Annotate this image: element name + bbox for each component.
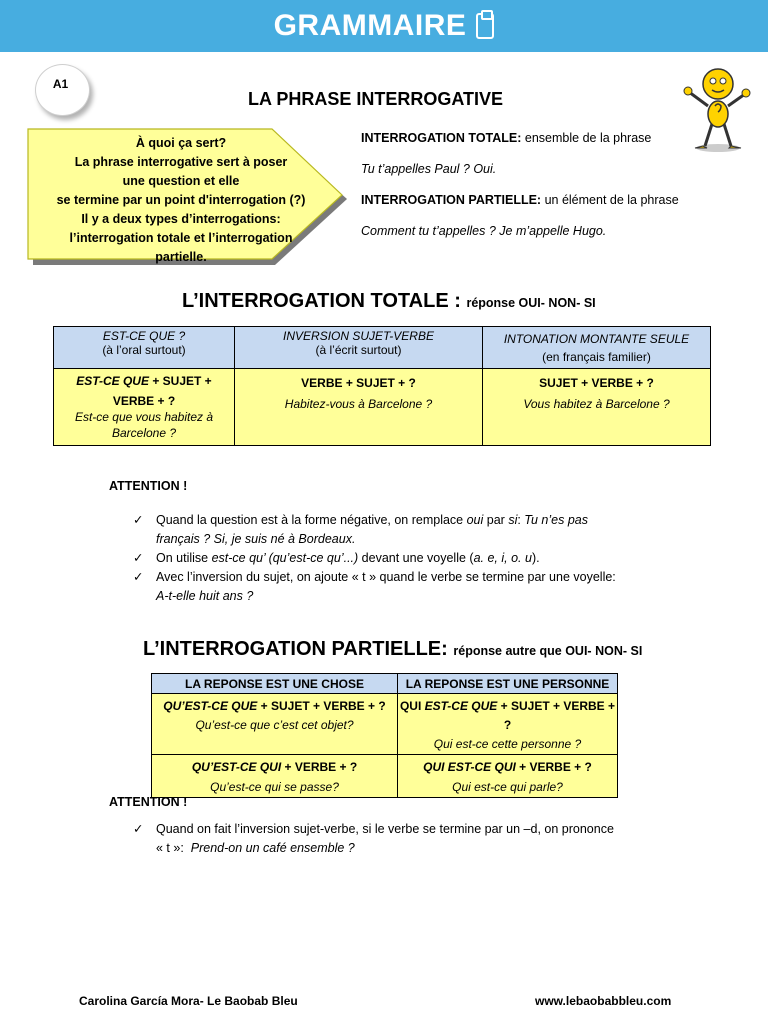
- rule-part: + VERBE + ?: [281, 760, 358, 774]
- totale-cell: [54, 369, 235, 446]
- rule-part: QUI EST-CE QUI: [423, 760, 516, 774]
- header-sub: (à l’oral surtout): [102, 343, 186, 357]
- text-part: On utilise: [156, 551, 212, 565]
- text-part: A-t-elle huit ans ?: [156, 589, 254, 603]
- text-part: français ? Si, je suis né à Bordeaux.: [156, 532, 356, 546]
- check-icon: ✓: [133, 513, 144, 527]
- text-part: par: [483, 513, 509, 527]
- header-sub: (à l’écrit surtout): [315, 343, 402, 357]
- def-partielle: [361, 193, 679, 207]
- header-main: INVERSION SUJET-VERBE: [283, 329, 434, 343]
- totale-header: [483, 327, 711, 369]
- level-label: A1: [52, 77, 69, 91]
- intro-line: La phrase interrogative sert à poser: [74, 155, 288, 169]
- text-part: Quand la question est à la forme négative, on remplace: [156, 513, 467, 527]
- intro-line: se termine par un point d'interrogation (?): [56, 193, 306, 207]
- list-item: [133, 820, 614, 858]
- partielle-cell: [152, 755, 398, 798]
- attention-title-2: ATTENTION !: [109, 795, 188, 809]
- attention-list-1: [133, 511, 616, 606]
- partielle-cell: [398, 755, 618, 798]
- text-part: Prend-on un café ensemble ?: [190, 841, 355, 855]
- footer-author: Carolina García Mora- Le Baobab Bleu: [79, 994, 298, 1008]
- def-partielle-label: INTERROGATION PARTIELLE:: [361, 193, 542, 207]
- example-text: Habitez-vous à Barcelone ?: [284, 397, 433, 411]
- partielle-table: [151, 673, 618, 798]
- text-part: a. e, i, o. u: [473, 551, 532, 565]
- def-partielle-example-text: Comment tu t’appelles ? Je m’appelle Hugo.: [361, 224, 607, 238]
- text-part: est-ce qu’ (qu’est-ce qu’...): [211, 551, 359, 565]
- example-text: Qui est-ce qui parle?: [452, 780, 563, 794]
- intro-line: À quoi ça sert?: [135, 136, 227, 150]
- def-totale-text: ensemble de la phrase: [521, 131, 652, 145]
- rule-line: [152, 697, 397, 716]
- list-item: [133, 511, 616, 549]
- intro-line: partielle.: [155, 250, 207, 264]
- header-main: EST-CE QUE ?: [102, 329, 186, 343]
- rule-line: VERBE + ?: [112, 394, 176, 408]
- partielle-cell: [152, 694, 398, 755]
- intro-arrow-box: [26, 127, 350, 267]
- header-banner: [0, 0, 768, 52]
- rule-line: SUJET + VERBE + ?: [539, 376, 654, 390]
- def-totale-label: INTERROGATION TOTALE:: [361, 131, 522, 145]
- footer-website[interactable]: www.lebaobabbleu.com: [535, 994, 672, 1008]
- rule-line: [152, 757, 397, 777]
- page-title: LA PHRASE INTERROGATIVE: [248, 89, 504, 109]
- text-part: Quand on fait l’inversion sujet-verbe, si le verbe se termine par un –d, on prononce: [156, 822, 614, 836]
- rule-part: QU’EST-CE QUI: [191, 760, 282, 774]
- mascot-illustration: [683, 62, 753, 154]
- partielle-subtitle: réponse autre que OUI- NON- SI: [453, 644, 643, 658]
- attention-list-2: [133, 820, 614, 858]
- example-text: Qu’est-ce qui se passe?: [210, 780, 339, 794]
- example-text: Vous habitez à Barcelone ?: [523, 397, 670, 411]
- text-part: Avec l’inversion du sujet, on ajoute « t » quand le verbe se termine par une voyelle:: [156, 570, 616, 584]
- totale-subtitle: réponse OUI- NON- SI: [466, 296, 596, 310]
- example-text: Qui est-ce cette personne ?: [433, 737, 582, 751]
- list-item: [133, 549, 616, 568]
- section-title-partielle: [143, 638, 642, 661]
- totale-header: [235, 327, 483, 369]
- attention-title-1: ATTENTION !: [109, 479, 188, 493]
- totale-cell: [483, 369, 711, 446]
- def-totale-example: [361, 162, 496, 176]
- list-item: [133, 568, 616, 606]
- partielle-header: LA REPONSE EST UNE PERSONNE: [398, 674, 618, 694]
- def-totale-example-text: Tu t’appelles Paul ? Oui.: [361, 162, 497, 176]
- text-part: ).: [531, 551, 540, 565]
- totale-title: L’INTERROGATION TOTALE :: [182, 290, 461, 312]
- text-part: oui: [466, 513, 484, 527]
- totale-table: [53, 326, 711, 446]
- header-sub: (en français familier): [542, 350, 651, 364]
- text-part: devant une voyelle (: [358, 551, 474, 565]
- rule-part: + SUJET + VERBE + ?: [257, 699, 386, 713]
- rule-part: + SUJET + VERBE + ?: [497, 699, 616, 732]
- rule-part: QU’EST-CE QUE: [163, 699, 258, 713]
- partielle-title: L’INTERROGATION PARTIELLE:: [143, 638, 448, 660]
- banner-title: GRAMMAIRE: [273, 9, 467, 42]
- totale-header: [54, 327, 235, 369]
- header-main: INTONATION MONTANTE SEULE: [503, 332, 690, 346]
- rule-part: QUI: [399, 699, 425, 713]
- rule-part: EST-CE QUE: [76, 374, 149, 388]
- intro-line: l’interrogation totale et l’interrogation: [69, 231, 293, 245]
- text-part: si: [508, 513, 518, 527]
- check-icon: ✓: [133, 551, 144, 565]
- def-partielle-example: [361, 224, 606, 238]
- rule-part: + SUJET +: [148, 374, 212, 388]
- text-part: « t »:: [156, 841, 184, 855]
- clipboard-icon: [476, 13, 494, 39]
- example-text: Qu’est-ce que c’est cet objet?: [195, 718, 354, 732]
- check-icon: ✓: [133, 822, 144, 836]
- rule-part: EST-CE QUE: [424, 699, 498, 713]
- partielle-header: LA REPONSE EST UNE CHOSE: [152, 674, 398, 694]
- rule-line: [60, 373, 228, 389]
- intro-line: Il y a deux types d’interrogations:: [81, 212, 281, 226]
- rule-line: [398, 757, 617, 777]
- intro-line: une question et elle: [122, 174, 240, 188]
- rule-part: + VERBE + ?: [515, 760, 592, 774]
- text-part: :: [517, 513, 525, 527]
- level-badge: [35, 64, 90, 116]
- def-totale: [361, 131, 651, 145]
- totale-cell: [235, 369, 483, 446]
- partielle-cell: [398, 694, 618, 755]
- rule-line: VERBE + SUJET + ?: [301, 376, 416, 390]
- rule-line: [398, 697, 617, 735]
- example-text: Est-ce que vous habitez à Barcelone ?: [74, 410, 214, 440]
- check-icon: ✓: [133, 570, 144, 584]
- section-title-totale: [182, 290, 596, 313]
- def-partielle-text: un élément de la phrase: [541, 193, 679, 207]
- intro-text: [36, 134, 326, 267]
- text-part: Tu n’es pas: [524, 513, 588, 527]
